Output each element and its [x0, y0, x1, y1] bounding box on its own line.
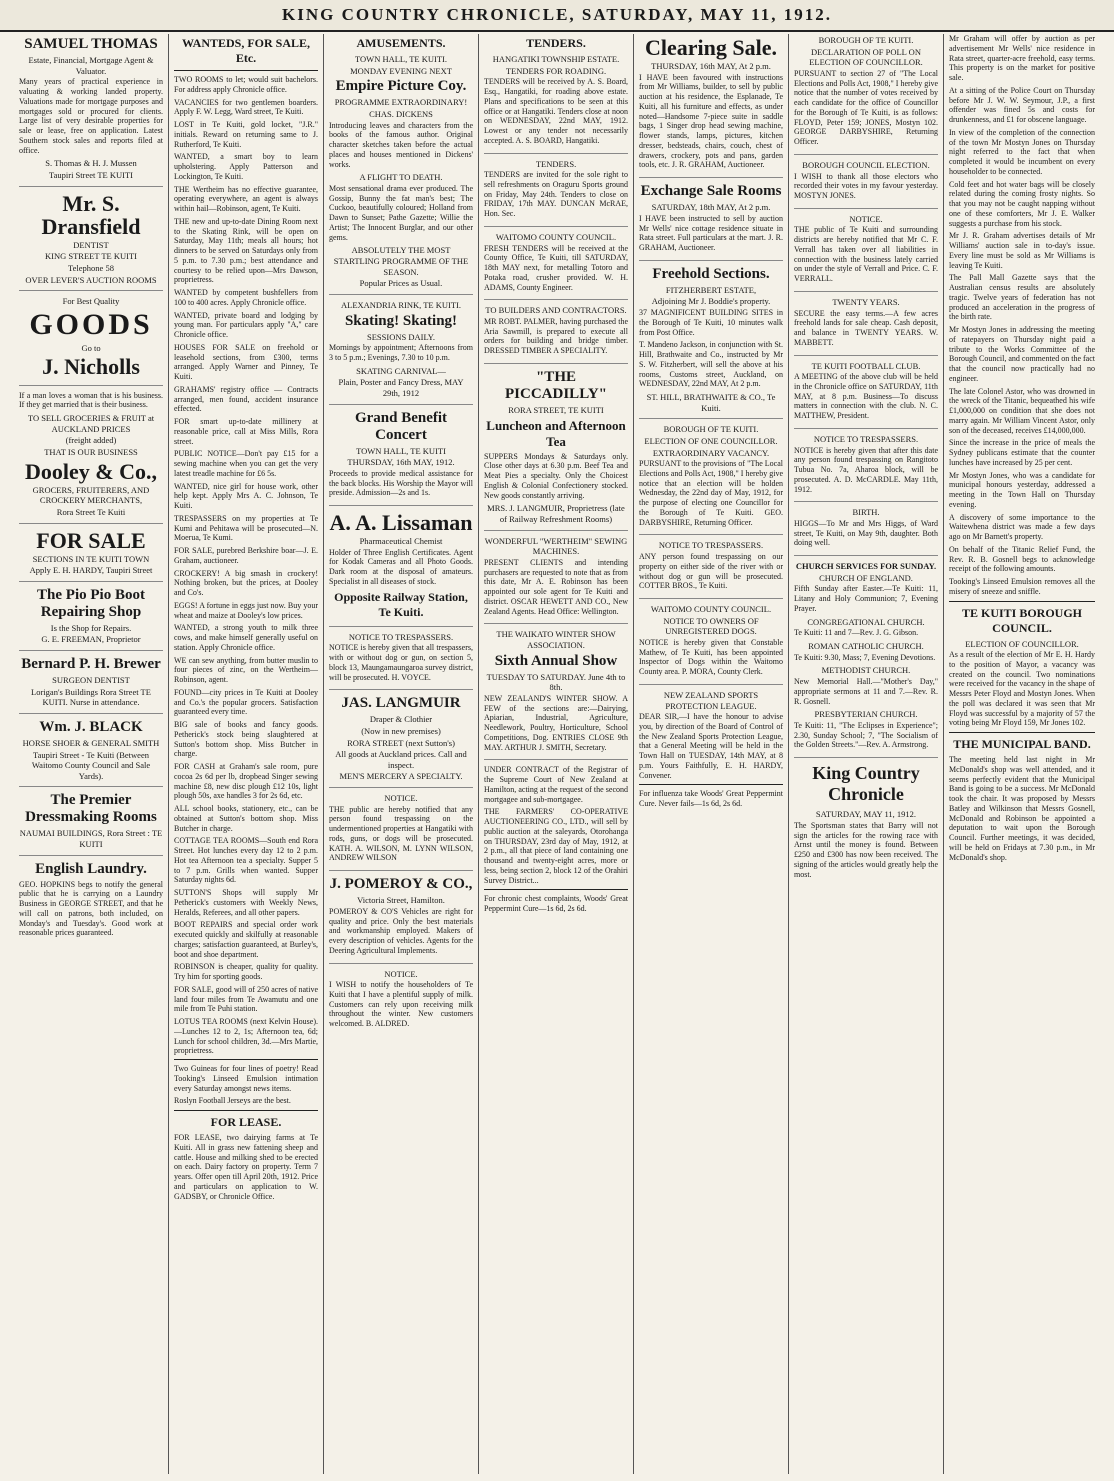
ad-text: I HAVE been favoured with instructions from Mr Williams, builder, to sell by public auction at his residence, the Esplanade, Te Kuiti, all his furniture and effects, as under noted—Handsome 7-piece suite in saddle bags, 1 Singer drop head sewing machine, flower stands, lamps, pictures, kitchen dresser, bedsteads, chairs, couch, chest of drawers, crockery, pots and pans, garden tools, etc. J. R. GRAHAM, Auctioneer.	[639, 72, 783, 170]
classified-item: WANTED by competent bushfellers from 100 to 400 acres. Apply Chronicle office.	[174, 288, 318, 307]
classified-item: BIG sale of books and fancy goods. Petherick's stock being slaughtered at Sutton's bottom shop. Miss Butcher in charge.	[174, 720, 318, 759]
ad-location: RORA STREET, TE KUITI	[508, 404, 604, 415]
masthead: KING COUNTRY CHRONICLE, SATURDAY, MAY 11, 1912.	[0, 0, 1114, 32]
notice-title: NOTICE.	[849, 213, 883, 224]
notice-org: BOROUGH OF TE KUITI.	[663, 424, 759, 435]
ad-mortgagee-sale	[484, 765, 628, 921]
news-item: Since the increase in the price of meals the Sydney publicans estimate that the counter lunches have increased by 25 per cent.	[949, 438, 1095, 467]
ad-title: A. A. Lissaman	[329, 510, 473, 535]
notice-org: BOROUGH OF TE KUITI.	[818, 35, 914, 45]
classified-item: WANTED, a smart boy to learn upholstering. Apply Patterson and Lockington, Te Kuiti.	[174, 152, 318, 181]
notice-text: A MEETING of the above club will be held in the Chronicle office on SATURDAY, 11th MAY, at 8 p.m. Business—To discuss matters in connection with the club. N. C. MATTHEW, President.	[794, 372, 938, 421]
ad-text-2: Most sensational drama ever produced. The Gossip, Bunny the fat man's best; The Cuckoo, beautifully coloured; Holland from Dawn to Sunset; Pathe Gazette; Willie the Artist; The Innocent Burglar, and our other gems.	[329, 183, 473, 242]
ad-freehold	[639, 266, 783, 420]
news-item: In view of the completion of the connection of the town Mr Mostyn Jones on Thursday night referred to the fact that when completed it would be incumbent on every householder to be connected.	[949, 127, 1095, 176]
ad-laundry	[19, 861, 163, 946]
news-item: Mr J. R. Graham advertises details of Mr Williams' auction sale in to-day's issue. Every line must be sold as Mr Williams is leaving Te Kuiti.	[949, 231, 1095, 270]
ad-proprietor: G. E. FREEMAN, Proprietor	[41, 634, 141, 645]
ad-subtitle: DENTIST	[73, 239, 109, 250]
ad-subtitle: Estate, Financial, Mortgage Agent & Valuator.	[28, 55, 154, 76]
section-heading: AMUSEMENTS.	[356, 36, 446, 50]
ad-title: GOODS	[29, 307, 153, 341]
lease-heading: FOR LEASE.	[210, 1115, 282, 1129]
classified-item: TRESPASSERS on my properties at Te Kumi and Pehitawa will be prosecuted—N. Moerua, Te Kumi.	[174, 513, 318, 543]
ad-subtitle: NAUMAI BUILDINGS, Rora Street : TE KUITI	[19, 828, 163, 850]
news-item: A discovery of some importance to the Waitewhena district was made a few days ago on Mr Barnett's property.	[949, 512, 1095, 541]
section-title: CHURCH SERVICES FOR SUNDAY.	[795, 561, 937, 572]
council-subheading: ELECTION OF COUNCILLOR.	[965, 638, 1079, 649]
ad-text: Lorigan's Buildings Rora Street TE KUITI. Nurse in attendance.	[31, 686, 151, 708]
ad-location: Rora Street Te Kuiti	[56, 506, 126, 517]
ad-title: Skating! Skating!	[344, 312, 458, 329]
church-text: New Memorial Hall.—"Mother's Day," appropriate sermons at 11 and 7.—Rev. R. R. Gosnell.	[794, 677, 938, 706]
ad-title: Sixth Annual Show	[494, 652, 618, 669]
classified-item: SUTTON'S Shops will supply Mr Petherick's customers with Weekly News, Heralds, Referees, and all other papers.	[174, 888, 318, 917]
column-7	[944, 34, 1100, 1474]
ad-text: PRESENT CLIENTS and intending purchasers are requested to note that as from this date, Mr A. E. Robinson has been appointed our sole agent for Te Kuiti and district. OSCAR HEWETT AND CO., New Zealand Agents. Head Office: Wellington.	[484, 557, 628, 616]
ad-text: Many years of practical experience in valuating & working landed property. Valuations made for mortgage purposes and mortgages sold or procured for clients. Large list of very desirable properties for sale or lease, free on application. Latest Southern stock sales and reports filed at office.	[19, 77, 163, 155]
council-heading: TE KUITI BOROUGH COUNCIL.	[961, 605, 1083, 635]
classified-item: THE Wertheim has no effective guarantee, operating everywhere, an agent is always within hail—Robinson, agent, Te Kuiti.	[174, 184, 318, 213]
classified-item: WE can sew anything, from butter muslin to four pieces of zinc, on the Wertheim—Robinson, agent.	[174, 655, 318, 684]
tender-subtitle: TENDERS FOR ROADING.	[505, 65, 607, 76]
ad-brewer	[19, 656, 163, 714]
ad-text: I HAVE been instructed to sell by auction Mr Wells' nice cottage residence situate in Rata street. Full particulars at the mart. J. R. GRAHAM, Auctioneer.	[639, 213, 783, 253]
notice-subtitle: EXTRAORDINARY VACANCY.	[652, 447, 770, 458]
notice-trespassers	[794, 434, 938, 502]
ad-note: Adjoining Mr J. Boddie's property.	[651, 296, 771, 307]
ad-title: TWENTY YEARS.	[832, 296, 900, 307]
classified-item: THE new and up-to-date Dining Room next to the Skating Rink, will be open on Saturday, May 11th; meals all hours; hot dinners to be served on Saturdays only from 5 p.m. to 7.30 p.m.; best attendance and courtesy to be relied upon—Mrs Dawson, proprietress.	[174, 216, 318, 285]
ad-title: J. POMEROY & CO.,	[329, 876, 473, 893]
ad-title: SAMUEL THOMAS	[24, 36, 158, 52]
notice-title: NOTICE TO OWNERS OF UNREGISTERED DOGS.	[663, 615, 759, 637]
news-lead: Mr Graham will offer by auction as per advertisement Mr Wells' nice residence in Rata street, quarter-acre freehold, easy terms. This property is on the market for positive sale.	[949, 34, 1095, 82]
ad-location: Victoria Street, Hamilton.	[357, 895, 445, 906]
ad-text: POMEROY & CO'S Vehicles are right for quality and price. Only the best materials and workmanship employed. Makers of every description of vehicles. Agents for the Deering Agricultural Implements.	[329, 906, 473, 955]
notice-text: NOTICE is hereby given that Constable Mathew, of Te Kuiti, has been appointed Inspector of Dogs within the Waitomo County area. P. MORA, County Clerk.	[639, 637, 783, 677]
band-heading: THE MUNICIPAL BAND.	[953, 737, 1091, 752]
classified-item: CROCKERY! A big smash in crockery! Nothing broken, but the prices, at Dooley and Co's.	[174, 568, 318, 597]
column-1	[14, 34, 169, 1474]
ad-intro: UNDER CONTRACT of the Registrar of the Supreme Court of New Zealand at Hamilton, acting at the request of the second mortgagee and sub-mortgagee.	[484, 765, 628, 804]
ad-premier	[19, 792, 163, 855]
ad-title: The Pio Pio Boot Repairing Shop	[37, 586, 145, 620]
notice-text: THE public of Te Kuiti and surrounding districts are hereby notified that Mr C. F. Verrall has taken over all liabilities in connection with the business lately carried on under the style of Verrall and Price. C. F. VERRALL.	[794, 225, 938, 284]
ad-contact: Apply E. H. HARDY, Taupiri Street	[29, 565, 153, 576]
notice-dogs	[639, 604, 783, 685]
lease-text: FOR LEASE, two dairying farms at Te Kuiti. All in grass new fattening sheep and cattle. House and milking shed to be erected on each. Dairy factory on property. Term 7 years. Offer open till April 20th, 1912. Price and particulars on application to W. GADSBY, or Chronicle Office.	[174, 1133, 318, 1201]
classified-item: BOOT REPAIRS and special order work executed quickly and skilfully at reasonable charges; satisfaction guaranteed, at Burley's, boot and shoe department.	[174, 920, 318, 959]
ad-skating	[329, 300, 473, 405]
classified-item: FOR smart up-to-date millinery at reasonable price, call at Miss Mills, Rora street.	[174, 417, 318, 446]
notice-org: WAITOMO COUNTY COUNCIL.	[650, 604, 772, 615]
ad-agents: S. Thomas & H. J. Mussen	[45, 158, 137, 169]
column-5	[634, 34, 789, 1474]
classified-item: WANTED, a strong youth to milk three cows, and make himself generally useful on station. Apply Chronicle office.	[174, 623, 318, 652]
ad-goto: Go to	[81, 342, 101, 353]
tender-waitomo	[484, 232, 628, 300]
classified-item: FOR SALE, good will of 250 acres of native land four miles from Te Awamutu and one mile from Te Puhi station.	[174, 984, 318, 1014]
council-text: As a result of the election of Mr E. H. Hardy to the position of Mayor, a vacancy was created on the council. Two nominations were received for the vacancy in the shape of Messrs Peter Floyd and Mostyn Jones. When the poll was declared it was seen that Mr Floyd was successful by a majority of 57 the voting being Mr Floyd 159, Mr Jones 102.	[949, 650, 1095, 728]
ad-nicholls	[19, 296, 163, 385]
ad-title: "THE PICCADILLY"	[505, 368, 607, 402]
tender-text: FRESH TENDERS will be received at the County Office, Te Kuiti, till SATURDAY, 18th MAY next, for metalling Totoro and Potaka road, crusher provided. W. H. ADAMS, County Engineer.	[484, 243, 628, 292]
ad-date: THURSDAY, 16th MAY, At 2 p.m.	[651, 61, 771, 72]
ad-text: SUPPERS Mondays & Saturdays only. Close other days at 6.30 p.m. Beef Tea and Meat Pies a specialty. Only the Choicest English & Colonial Confectionery stocked. New goods constantly arriving.	[484, 451, 628, 500]
news-item: Mr Mostyn Jones, who was a candidate for municipal honours yesterday, addressed a meeting in the Town Hall on Thursday evening.	[949, 470, 1095, 509]
classified-item: FOUND—city prices in Te Kuiti at Dooley and Co.'s the popular grocers. Satisfaction guaranteed every time.	[174, 687, 318, 717]
ad-location: Opposite Railway Station, Te Kuiti.	[334, 589, 468, 619]
ad-black	[19, 719, 163, 788]
ad-text: NEW ZEALAND'S WINTER SHOW. A FEW of the sections are:—Dairying, Apiarian, Industrial, Agriculture, Needlework, Poultry, Horticulture, School Competitions, Dog. ENTRIES CLOSE 9th MAY. ARTHUR J. SMITH, Secretary.	[484, 693, 628, 752]
ad-text: Taupiri Street - Te Kuiti (Between Waitomo County Council and Sale Yards).	[31, 749, 151, 781]
ad-title: Dooley & Co.,	[25, 458, 157, 484]
church-name: CONGREGATIONAL CHURCH.	[807, 616, 925, 627]
ad-note: (Now in new premises)	[361, 725, 441, 736]
classified-item: GRAHAMS' registry office — Contracts arranged, men found, accident insurance effected.	[174, 384, 318, 414]
editorial	[794, 763, 938, 886]
notice-title: TE KUITI FOOTBALL CLUB.	[811, 360, 921, 371]
ad-show	[484, 629, 628, 760]
ad-poem: If a man loves a woman that is his business. If they get married that is their business.	[19, 390, 163, 410]
ad-subtitle: HORSE SHOER & GENERAL SMITH	[22, 737, 160, 748]
date: MONDAY EVENING NEXT	[350, 65, 452, 76]
notice-title: BOROUGH COUNCIL ELECTION.	[802, 159, 930, 170]
church-services	[794, 561, 938, 758]
ad-title: FOR SALE	[36, 527, 146, 553]
ad-dooley	[19, 391, 163, 524]
church-name: METHODIST CHURCH.	[821, 665, 911, 676]
notice-text: THE public are hereby notified that any person found trespassing on the undermentioned properties at Hangatiki with rods, guns, or dogs will be prosecuted. KATH. A. WILSON, M. LYNN WILSON, ANDREW WILSON	[329, 804, 473, 863]
ad-title: Clearing Sale.	[645, 35, 777, 60]
ad-text-2: T. Mandeno Jackson, in conjunction with St. Hill, Brathwaite and Co., instructed by Mr S. W. Fitzherbert, will sell the above at his rooms, Customs street, Auckland, on WEDNESDAY, 22nd MAY, At 2 p.m.	[639, 340, 783, 389]
ad-subtitle: Pharmaceutical Chemist	[359, 536, 443, 547]
classified-item: COTTAGE TEA ROOMS—South end Rora Street. Hot lunches every day 12 to 2 p.m. Hot tea Afternoon tea a specialty. Supper 5 to 7 p.m. Grills when wanted. Supper Saturday nights 6d.	[174, 836, 318, 885]
notice-title: NOTICE TO TRESPASSERS.	[813, 433, 919, 444]
notice-sports	[639, 690, 783, 816]
notice-title: DECLARATION OF POLL ON ELECTION OF COUNCILLOR.	[809, 46, 923, 68]
notice-text: I WISH to notify the householders of Te Kuiti that I have a plentiful supply of milk. Customers can rely upon receiving milk throughout the winter. New customers welcomed. B. ALDRED.	[329, 980, 473, 1029]
ad-agent: ST. HILL, BRATHWAITE & CO., Te Kuiti.	[646, 392, 776, 413]
ad-org: THE WAIKATO WINTER SHOW ASSOCIATION.	[496, 629, 616, 650]
paper-date: SATURDAY, MAY 11, 1912.	[815, 809, 917, 820]
classified-item: EGGS! A fortune in eggs just now. Buy your wheat and maize at Dooley's low prices.	[174, 600, 318, 620]
date: THURSDAY, 16th MAY, 1912.	[347, 457, 455, 468]
church-text: Te Kuiti: 11 and 7—Rev. J. G. Gibson.	[794, 628, 919, 638]
notice-text: DEAR SIR,—I have the honour to advise you, by direction of the Board of Control of the New Zealand Sports Protection League, that a General Meeting will be held in the Town Hall on TUESDAY, 14th MAY, at 8 p.m. Yours Faithfully, E. H. HARDY, Convener.	[639, 712, 783, 780]
ad-text: All goods at Auckland prices. Call and inspect.	[335, 749, 467, 770]
ad-subtitle: GROCERS, FRUITERERS, AND CROCKERY MERCHANTS,	[32, 484, 150, 506]
venue: ALEXANDRIA RINK, TE KUITI.	[340, 299, 461, 310]
ad-clearing-sale	[639, 36, 783, 178]
church-name: ROMAN CATHOLIC CHURCH.	[808, 641, 924, 651]
ad-piccadilly	[484, 369, 628, 531]
classified-item: ALL school books, stationery, etc., can be obtained at Sutton's bottom shop. Miss Butcher in charge.	[174, 804, 318, 833]
ad-title: The Premier Dressmaking Rooms	[25, 792, 157, 826]
band-text: The meeting held last night in Mr McDonald's shop was well attended, and it seems perfectly evident that the Municipal Band is going to be a success. Mr McDonald took the chair. It was proposed by Messrs Batley and Wilkinson that Messrs Gosnell, McDonald and Robinson be appointed a deputation to wait upon the Borough Council. Further meetings, it was decided, will be held on Fridays at 7.30 p.m., in Mr McDonald's shop.	[949, 755, 1095, 862]
ad-text-2: Plain, Poster and Fancy Dress, MAY 29th, 1912	[338, 377, 464, 398]
ad-text: THE FARMERS' CO-OPERATIVE AUCTIONEERING CO., LTD., will sell by public auction at the saleyards, Otorohanga on THURSDAY, 23rd day of May, 1912, at 2 p.m., all that piece of land containing one thousand and twenty-eight acres, more or less, being section 2, block 12 of the Orahiri Survey District...	[484, 807, 628, 885]
notice-text: ANY person found trespassing on our property on either side of the river with or without dog or gun will be prosecuted. COTTER BROS., Te Kuiti.	[639, 552, 783, 591]
ad-feature: SKATING CARNIVAL—	[356, 365, 446, 376]
ad-text: MR ROBT. PALMER, having purchased the Aria Sawmill, is prepared to execute all orders for building and bridge timber. DRESSED TIMBER A SPECIALITY.	[484, 316, 628, 356]
notice-election	[639, 424, 783, 535]
ad-title: Wm. J. BLACK	[39, 718, 143, 735]
ad-subtitle: Luncheon and Afternoon Tea	[486, 417, 626, 449]
ad-dransfield	[19, 192, 163, 292]
venue: TOWN HALL, TE KUITI.	[355, 54, 447, 64]
ad-intro: For Best Quality	[62, 296, 120, 307]
venue: TOWN HALL, TE KUITI	[356, 445, 446, 456]
ad-exchange	[639, 183, 783, 261]
ad-title: Grand Benefit Concert	[354, 409, 448, 443]
ad-for-sale	[19, 529, 163, 582]
news-items	[949, 86, 1095, 597]
ad-address: OVER LEVER'S AUCTION ROOMS	[25, 274, 157, 285]
ad-subtitle: SECTIONS IN TE KUITI TOWN	[32, 553, 150, 564]
ad-slogan: MEN'S MERCERY A SPECIALTY.	[339, 771, 463, 782]
notice-text: I WISH to thank all those electors who recorded their votes in my favour yesterday. MOSTYN JONES.	[794, 171, 938, 200]
tender-title: WAITOMO COUNTY COUNCIL.	[495, 231, 617, 242]
ad-text: 37 MAGNIFICENT BUILDING SITES in the Borough of Te Kuiti, 10 minutes walk from Post Office.	[639, 308, 783, 337]
column-6	[789, 34, 944, 1474]
column-3	[324, 34, 479, 1474]
notice-poll	[794, 35, 938, 155]
ad-date: SATURDAY, 18th MAY, At 2 p.m.	[651, 202, 771, 213]
ad-slogan: ABSOLUTELY THE MOST STARTLING PROGRAMME OF THE SEASON.	[333, 245, 469, 277]
ad-text: Introducing leaves and characters from the books of the famous author. Original character sketches taken before the actual places and houses mentioned in Dickens' works.	[329, 120, 473, 169]
classified-item: LOST in Te Kuiti, gold locket, "J.R." initials. Reward on returning same to J. Rutherford, Te Kuiti.	[174, 120, 318, 149]
notice-title: NEW ZEALAND SPORTS PROTECTION LEAGUE.	[663, 689, 759, 711]
notice-text: NOTICE is hereby given that all trespassers, with or without dog or gun, on section 5, block 13, Maungamaungaroa survey district, will be prosecuted. H. VOYCE.	[329, 643, 473, 682]
notice-title: NOTICE.	[384, 968, 418, 979]
roslyn-notice: Roslyn Football Jerseys are the best.	[174, 1096, 291, 1106]
news-item: Tooking's Linseed Emulsion removes all the misery of sneeze and sniffle.	[949, 577, 1095, 596]
news-item: Cold feet and hot water bags will be closely related during the coming frosty nights. So that you may not be caught napping without one of these comforters, Mr J. E. Walker suggests a purchase from his stock.	[949, 179, 1095, 228]
tender-text: TENDERS will be received by A. S. Board, Esq., Hangatiki, for roading above estate. Plans and specifications to be seen at this office or at Hangatiki. Tenders close at noon on WEDNESDAY, 22nd MAY, 1912. Lowest or any tender not necessarily accepted. A. S. BOARD, Hangatiki.	[484, 77, 628, 145]
ad-subtitle: PROGRAMME EXTRAORDINARY!	[334, 97, 468, 108]
church-text: Te Kuiti: 11, "The Eclipses in Experience"; 2.30, Sunday School; 7, "The Socialism of the Golden Streets."—Rev. A. Armstrong.	[794, 720, 938, 750]
ad-subtitle: Draper & Clothier	[369, 714, 433, 725]
church-text: Te Kuiti: 9.30, Mass; 7, Evening Devotions.	[794, 652, 936, 662]
tender-text: TENDERS are invited for the sole right to sell refreshments on Oraguru Sports ground on Friday, May 24th. Tenders to close on FRIDAY, 17th MAY. DUNCAN McRAE, Hon. Sec.	[484, 170, 628, 219]
ad-langmuir	[329, 695, 473, 788]
ad-feature-2: A FLIGHT TO DEATH.	[359, 172, 443, 183]
notice-milk	[329, 969, 473, 1036]
notice-title: ELECTION OF ONE COUNCILLOR.	[644, 435, 778, 446]
ad-subtitle: SURGEON DENTIST	[52, 675, 130, 686]
ad-text: Holder of Three English Certificates. Agent for Kodak Cameras and all Photo Goods. Dark room at the disposal of amateurs. Specialist in all diseases of stock.	[329, 547, 473, 586]
classified-item: VACANCIES for two gentlemen boarders. Apply F. W. Legg, Ward street, Te Kuiti.	[174, 97, 318, 117]
classified-item: HOUSES FOR SALE on freehold or leasehold sections, from £300, terms arranged. Apply Warner and Pinney, Te Kuiti.	[174, 342, 318, 381]
news-item: At a sitting of the Police Court on Thursday before Mr J. W. W. Seymour, J.P., a first offender was fined 5s and costs for drunkenness, and £1 for obscene language.	[949, 85, 1095, 124]
editorial-text: The Sportsman states that Barry will not sign the articles for the rowing race with Arnst until the money is found. Between £250 and £300 has now been received. The signing of the articles would greatly help the most.	[794, 820, 938, 879]
church-text: Fifth Sunday after Easter.—Te Kuiti: 11, Litany and Holy Communion; 7, Evening Prayer.	[794, 584, 938, 613]
ad-freight: (freight added)	[65, 435, 117, 446]
ad-feature: CHAS. DICKENS	[369, 108, 433, 119]
ad-title: WONDERFUL "WERTHEIM" SEWING MACHINES.	[484, 535, 628, 557]
ad-text: Proceeds to provide medical assistance for the back blocks. His Worship the Mayor will preside. Admission—2s and 1s.	[329, 468, 473, 498]
tender-refreshments	[484, 159, 628, 227]
classified-item: TWO ROOMS to let; would suit bachelors. For address apply Chronicle office.	[174, 75, 318, 94]
church-name: CHURCH OF ENGLAND.	[819, 572, 913, 583]
ad-piopio	[19, 587, 163, 651]
ad-subtitle: Is the Shop for Repairs.	[50, 622, 132, 633]
ad-empire	[329, 54, 473, 295]
classified-item: WANTED, private board and lodging by young man. For particulars apply "A," care Chronicle office.	[174, 310, 318, 339]
ad-title: Freehold Sections.	[652, 265, 770, 282]
classified-item: PUBLIC NOTICE—Don't pay £15 for a sewing machine when you can get the very latest treadle machine for £6 5s.	[174, 449, 318, 478]
notice-trespassers	[639, 540, 783, 599]
paper-title: King Country Chronicle	[812, 763, 920, 805]
ad-sell: TO SELL GROCERIES & FRUIT at AUCKLAND PRICES	[27, 413, 155, 434]
poetry-notice: Two Guineas for four lines of poetry! Read Tooking's Linseed Emulsion intimation every Saturday amongst news items.	[174, 1064, 318, 1093]
news-item: The late Colonel Astor, who was drowned in the wreck of the Titanic, bequeathed his wife £1,000,000 on condition that she does not marry again. Mr William Vincent Astor, only son of the deceased, receives £14,000,000.	[949, 386, 1095, 435]
notice-hangatiki	[329, 793, 473, 871]
ad-text: SECURE the easy terms.—A few acres freehold lands for sale cheap. Cash deposit, and balance in TWENTY YEARS. W. MABBETT.	[794, 308, 938, 347]
notice-trespassers	[329, 632, 473, 691]
notice-text: NOTICE is hereby given that after this date any person found trespassing on Rangitoto Tubua No. 7a, Aharoa block, will be prosecuted. A. D. McCARDLE. May 11th, 1912.	[794, 445, 938, 494]
notice-title: NOTICE.	[384, 793, 418, 804]
ad-title: English Laundry.	[35, 860, 147, 877]
section-heading: TENDERS.	[526, 36, 586, 50]
footer-ad: For chronic chest complaints, Woods' Great Peppermint Cure—1s 6d, 2s 6d.	[484, 894, 628, 913]
ad-lissaman	[329, 511, 473, 627]
ad-builders	[484, 305, 628, 364]
classified-item: ROBINSON is cheaper, quality for quality. Try him for sporting goods.	[174, 962, 318, 981]
ad-name: J. Nicholls	[42, 354, 140, 380]
notice-football	[794, 361, 938, 429]
ad-text: GEO. HOPKINS begs to notify the general public that he is carrying on a Laundry Business in GEORGE STREET, and that he will call on patrons, both included, on Monday's and Tuesday's. Good work at reasonable prices guaranteed.	[19, 879, 163, 938]
ad-business: THAT IS OUR BUSINESS	[44, 446, 138, 457]
ad-location: Taupiri Street TE KUITI	[49, 169, 133, 180]
classified-item: WANTED, nice girl for house work, other help kept. Apply Mrs A. C. Johnson, Te Kuiti.	[174, 481, 318, 510]
news-item: Mr Mostyn Jones in addressing the meeting of ratepayers on Thursday night paid a tribute to the Works Committee of the Borough Council, and commented on the fact that the council now practically had no engineer.	[949, 325, 1095, 383]
notice-thanks	[794, 160, 938, 209]
tender-roading	[484, 54, 628, 154]
ad-title: Bernard P. H. Brewer	[21, 656, 161, 673]
ad-location: KING STREET TE KUITI	[45, 251, 137, 262]
ad-location: RORA STREET (next Sutton's)	[347, 737, 455, 748]
classifieds-list	[174, 75, 318, 1055]
church-name: PRESBYTERIAN CHURCH.	[814, 709, 918, 720]
notice-verrall	[794, 214, 938, 292]
notice-text: HIGGS—To Mr and Mrs Higgs, of Ward street, Te Kuiti, on May 9th, daughter. Both doing well.	[794, 518, 938, 548]
column-4	[479, 34, 634, 1474]
notice-text: PURSUANT to section 27 of "The Local Elections and Polls Act, 1908," I hereby give notice that the number of votes received by each candidate for the office of Councillor for the Borough of Te Kuiti, is as follows: FLOYD, Peter 159; JONES, Mostyn 102. GEORGE DARBYSHIRE, Returning Officer.	[794, 68, 938, 147]
ad-date: TUESDAY TO SATURDAY. June 4th to 8th.	[486, 671, 626, 693]
ad-wertheim	[484, 536, 628, 625]
column-2	[169, 34, 324, 1474]
ad-title: JAS. LANGMUIR	[341, 695, 461, 712]
columns	[14, 34, 1100, 1474]
notice-title: BIRTH.	[852, 507, 880, 518]
ad-proprietor: MRS. J. LANGMUIR, Proprietress (late of Railway Refreshment Rooms)	[487, 503, 625, 524]
tender-title: HANGATIKI TOWNSHIP ESTATE.	[492, 54, 620, 64]
ad-thomas	[19, 36, 163, 187]
classified-item: LOTUS TEA ROOMS (next Kelvin House).—Lunches 12 to 2, 1s; Afternoon tea, 6d; Lunch for school children, 3d.—Mrs Martie, proprietress.	[174, 1017, 318, 1055]
footer-ad: For influenza take Woods' Great Peppermint Cure. Never fails—1s 6d, 2s 6d.	[639, 789, 783, 809]
ad-concert	[329, 410, 473, 507]
ad-title: TO BUILDERS AND CONTRACTORS.	[485, 305, 627, 316]
notice-title: NOTICE TO TRESPASSERS.	[658, 540, 764, 551]
notice-text: PURSUANT to the provisions of "The Local Elections and Polls Act, 1908," I hereby give notice that an election will be holden Wednesday, the 22nd day of May, 1912, for the purpose of electing one Councillor for the Borough of Te Kuiti. GEO. DARBYSHIRE, Returning Officer.	[639, 459, 783, 527]
ad-subtitle: FITZHERBERT ESTATE,	[665, 284, 757, 295]
ad-title: Empire Picture Coy.	[335, 78, 467, 95]
tender-title: TENDERS.	[535, 158, 577, 169]
ad-pomeroy	[329, 876, 473, 963]
news-item: The Pall Mall Gazette says that the Australian census results are absolutely tragic. Twelve years of federation has not produced an acceleration in the progress of the birth rate.	[949, 273, 1095, 322]
classified-item: FOR SALE, purebred Berkshire boar—J. E. Graham, auctioneer.	[174, 546, 318, 565]
classified-item: FOR CASH at Graham's sale room, pure cocoa 2s 6d per lb, dropbead Singer sewing machine £8, new disc plough £12 10s, light plough 50s, axe handles 3 for 2s 6d, etc.	[174, 762, 318, 801]
ad-title: Mr. S. Dransfield	[41, 190, 141, 239]
section-heading: WANTEDS, FOR SALE, Etc.	[181, 36, 311, 65]
ad-twenty-years	[794, 297, 938, 356]
news-item: On behalf of the Titanic Relief Fund, the Rev. R. B. Gosnell begs to acknowledge receipt of the following amounts.	[949, 544, 1095, 574]
ad-title: Exchange Sale Rooms	[640, 183, 782, 200]
ad-phone: Telephone 58	[68, 262, 114, 273]
ad-text: Mornings by appointment; Afternoons from 3 to 5 p.m.; Evenings, 7.30 to 10 p.m.	[329, 343, 473, 362]
notice-title: NOTICE TO TRESPASSERS.	[348, 631, 454, 642]
ad-subtitle: SESSIONS DAILY.	[367, 331, 435, 342]
ad-prices: Popular Prices as Usual.	[359, 278, 443, 289]
notice-birth	[794, 507, 938, 556]
